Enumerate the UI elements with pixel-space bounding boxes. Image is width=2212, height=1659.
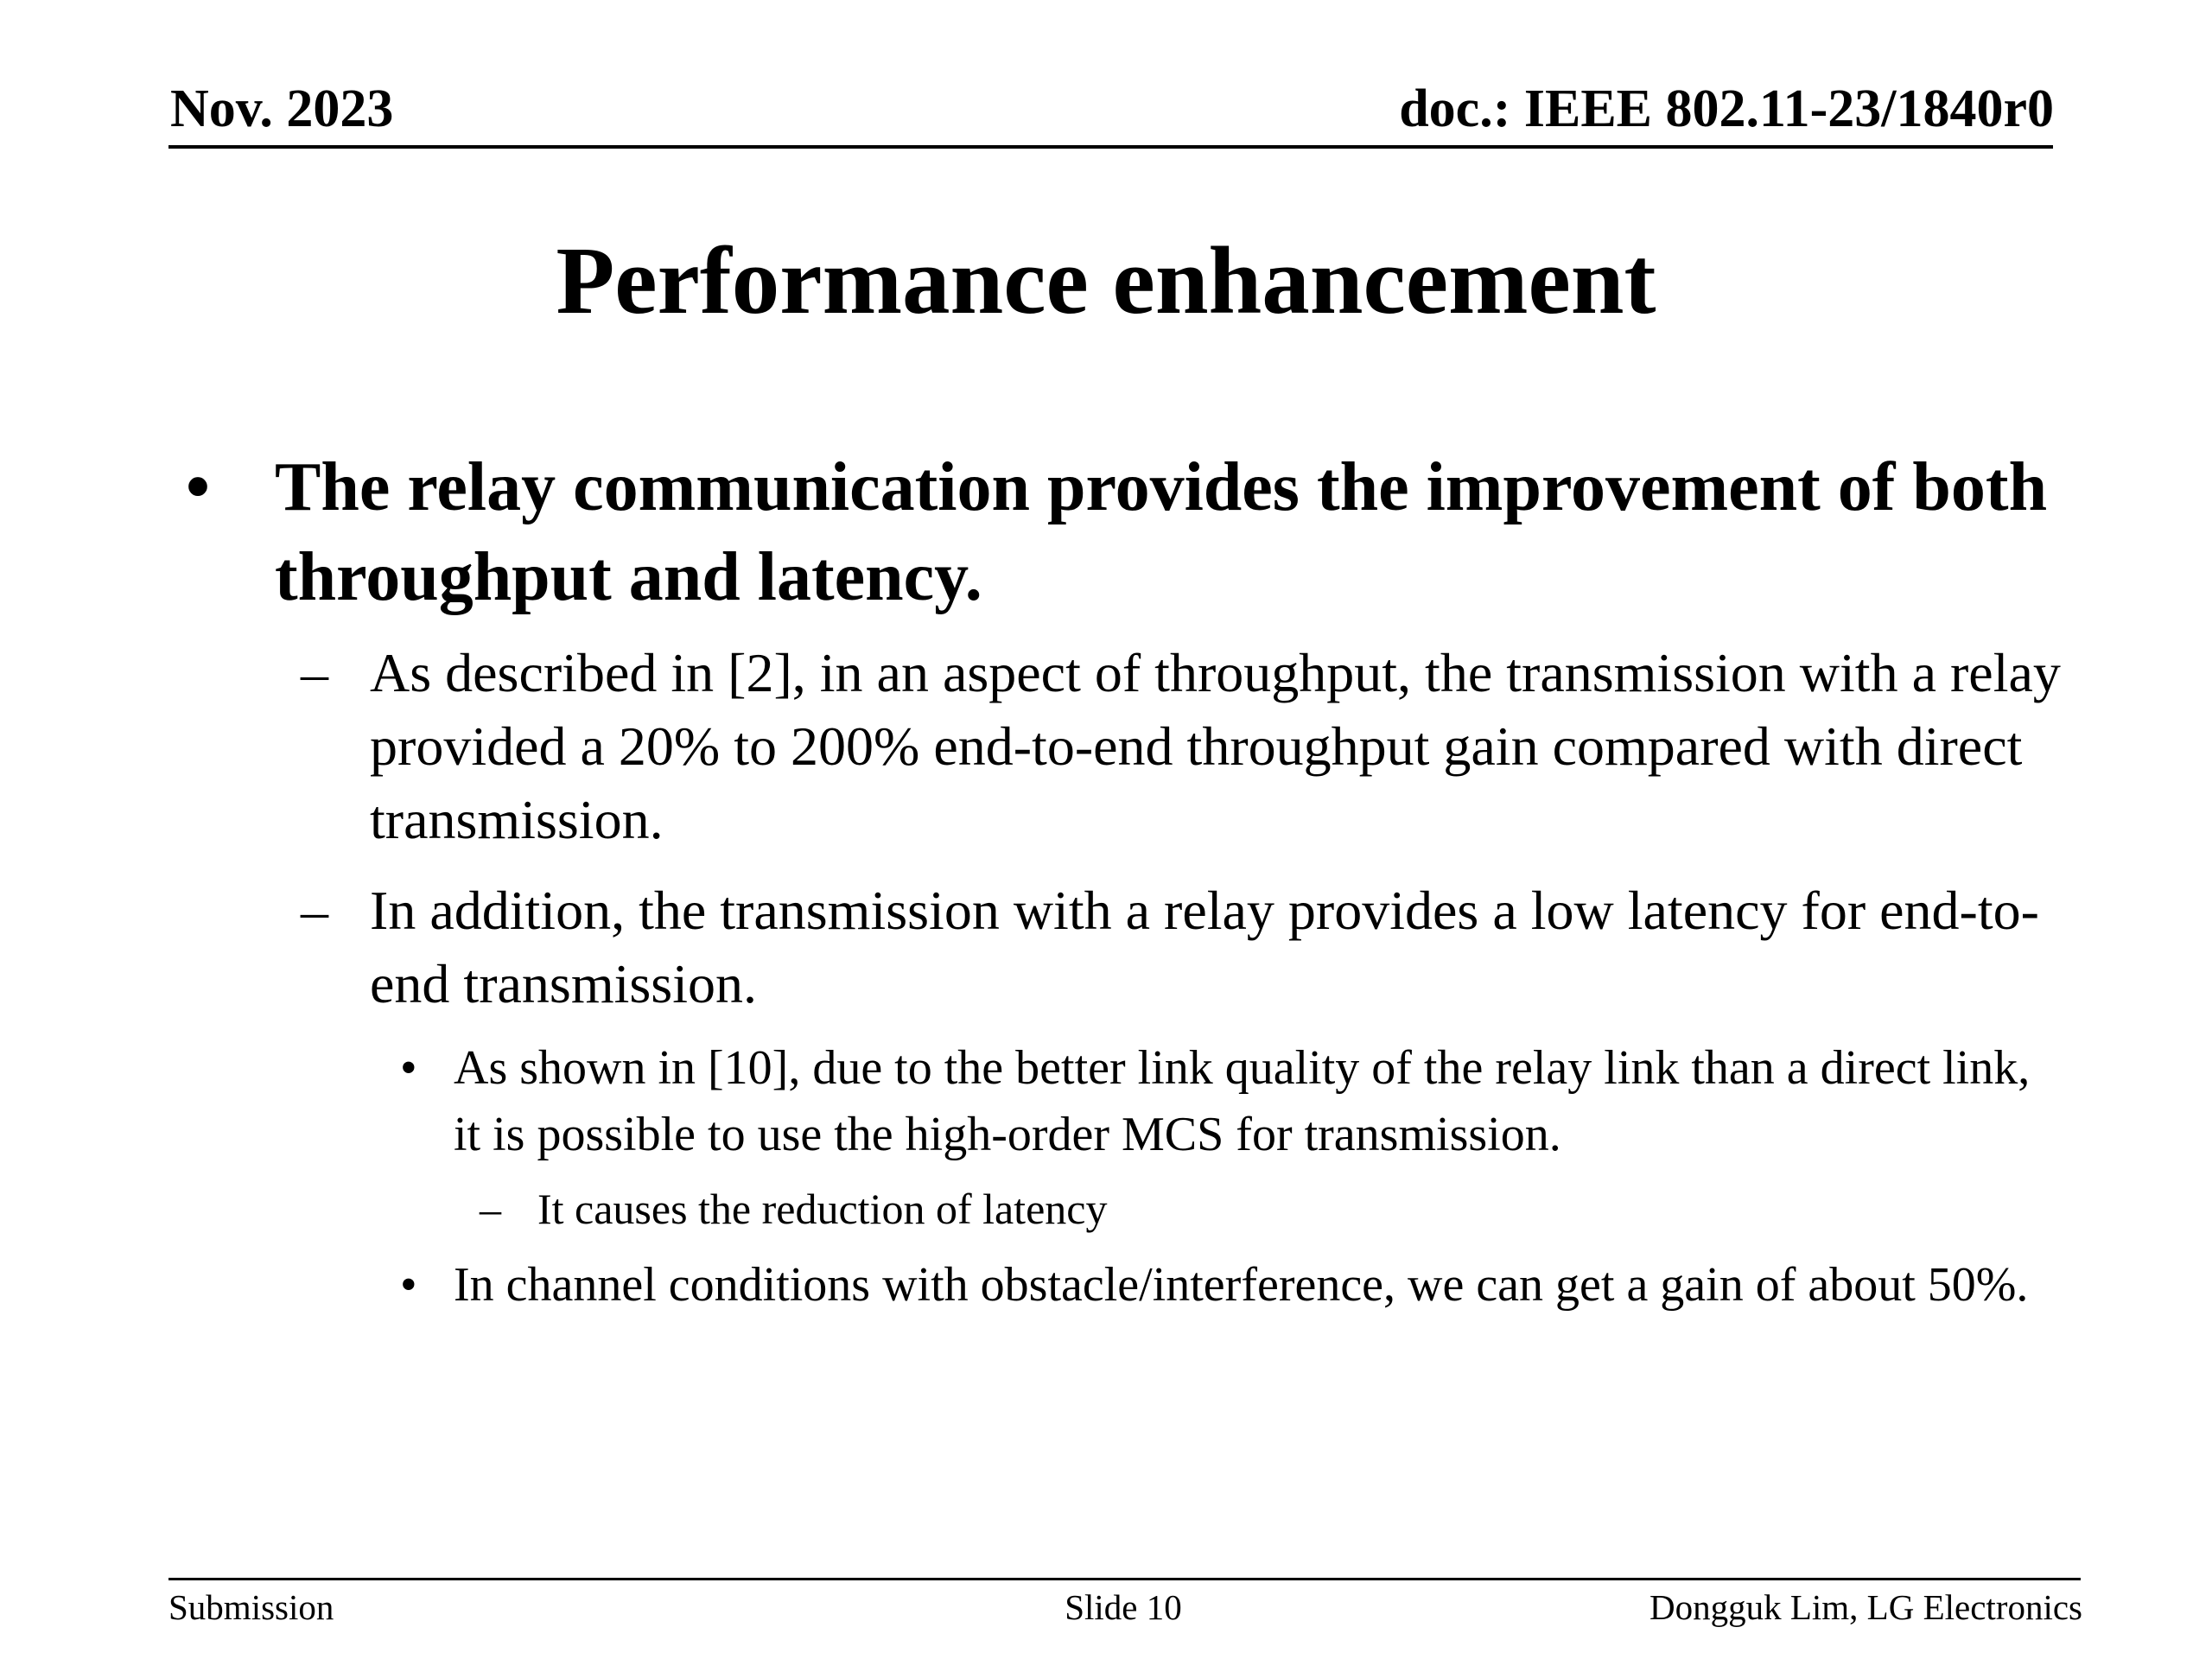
bullet-dot-marker: • — [400, 1041, 417, 1095]
footer-author: Dongguk Lim, LG Electronics — [1649, 1587, 2082, 1627]
bullet-main-text: The relay communication provides the improvement of both throughput and latency. — [275, 449, 2048, 615]
bullet-mcs-text: As shown in [10], due to the better link quality of the relay link than a direct link, it is possible to use the high-order MCS for transmission. — [454, 1041, 2031, 1161]
footer-submission: Submission — [168, 1587, 334, 1627]
bullet-sub-throughput-text: As described in [2], in an aspect of throughput, the transmission with a relay provided a 20% to 200% end-to-end throughput gain compared with direct transmission. — [370, 642, 2061, 850]
footer-divider — [168, 1578, 2081, 1580]
bullet-sub-latency-text: In addition, the transmission with a relay provides a low latency for end-to-end transmission. — [370, 880, 2039, 1014]
footer-slide-number: Slide 10 — [1065, 1587, 1182, 1627]
header-date: Nov. 2023 — [170, 79, 394, 138]
bullet-dot-marker: • — [186, 449, 211, 525]
bullet-latency-reduction-text: It causes the reduction of latency — [537, 1185, 1108, 1233]
bullet-channel-gain-text: In channel conditions with obstacle/interference, we can get a gain of about 50%. — [454, 1258, 2029, 1312]
slide-title: Performance enhancement — [556, 228, 1656, 334]
bullet-dot-marker: • — [400, 1258, 417, 1312]
bullet-dash-marker: – — [301, 642, 328, 703]
bullet-dash-marker: – — [480, 1185, 501, 1233]
header-doc-id: doc.: IEEE 802.11-23/1840r0 — [1399, 79, 2054, 138]
bullet-dash-marker: – — [301, 880, 328, 941]
